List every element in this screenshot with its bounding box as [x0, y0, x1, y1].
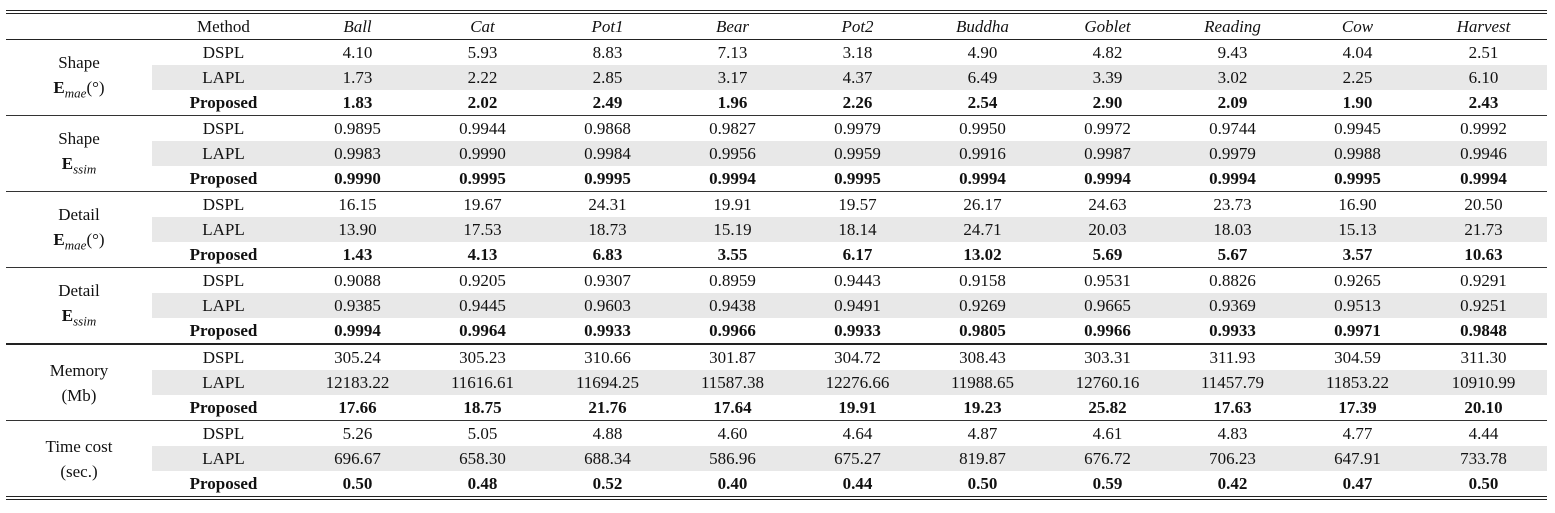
method-cell: Proposed	[189, 474, 258, 493]
value-cell: 0.9990	[420, 141, 545, 166]
value-cell: 0.9205	[420, 268, 545, 294]
value-cell: 15.19	[670, 217, 795, 242]
value-cell: 0.50	[1468, 474, 1499, 493]
value-cell: 4.37	[795, 65, 920, 90]
value-cell: 4.61	[1045, 421, 1170, 447]
value-cell: 5.93	[420, 40, 545, 66]
value-cell: 9.43	[1170, 40, 1295, 66]
value-cell: 0.47	[1342, 474, 1373, 493]
metric-unit: (°)	[86, 229, 105, 249]
metric-detail: (sec.)	[60, 461, 98, 481]
value-cell: 3.39	[1045, 65, 1170, 90]
table-row	[6, 293, 1547, 318]
value-cell: 0.9979	[1170, 141, 1295, 166]
value-cell: 24.31	[545, 192, 670, 218]
value-cell: 1.90	[1342, 93, 1373, 112]
metric-name: Memory	[49, 360, 109, 380]
value-cell: 0.9491	[795, 293, 920, 318]
value-cell: 733.78	[1420, 446, 1547, 471]
value-cell: 0.9291	[1420, 268, 1547, 294]
value-cell: 10.63	[1464, 245, 1503, 264]
value-cell: 0.9269	[920, 293, 1045, 318]
value-cell: 3.55	[717, 245, 748, 264]
value-cell: 24.71	[920, 217, 1045, 242]
value-cell: 11616.61	[420, 370, 545, 395]
value-cell: 4.77	[1295, 421, 1420, 447]
value-cell: 5.05	[420, 421, 545, 447]
metric-symbol: E	[53, 229, 65, 249]
value-cell: 11988.65	[920, 370, 1045, 395]
metric-name: Detail	[58, 280, 100, 300]
value-cell: 0.9994	[1084, 169, 1131, 188]
value-cell: 12183.22	[295, 370, 420, 395]
metric-label	[6, 40, 152, 116]
method-cell: Proposed	[189, 93, 258, 112]
metric-name: Shape	[58, 128, 100, 148]
value-cell: 4.90	[920, 40, 1045, 66]
value-cell: 17.64	[713, 398, 752, 417]
value-cell: 0.50	[967, 474, 998, 493]
method-cell: LAPL	[152, 446, 295, 471]
value-cell: 2.85	[545, 65, 670, 90]
value-cell: 0.9995	[584, 169, 631, 188]
metric-name: Detail	[58, 204, 100, 224]
header-dataset: Buddha	[920, 12, 1045, 40]
metric-label	[6, 192, 152, 268]
table-row	[6, 370, 1547, 395]
value-cell: 0.50	[342, 474, 373, 493]
value-cell: 0.9438	[670, 293, 795, 318]
table-row	[6, 242, 1547, 268]
table-row	[6, 395, 1547, 421]
value-cell: 15.13	[1295, 217, 1420, 242]
value-cell: 311.93	[1170, 344, 1295, 370]
value-cell: 0.9916	[920, 141, 1045, 166]
value-cell: 0.9933	[1209, 321, 1256, 340]
value-cell: 18.03	[1170, 217, 1295, 242]
value-cell: 586.96	[670, 446, 795, 471]
table-row	[6, 268, 1547, 294]
value-cell: 0.9994	[1209, 169, 1256, 188]
value-cell: 0.9992	[1420, 116, 1547, 142]
value-cell: 11457.79	[1170, 370, 1295, 395]
method-cell: LAPL	[152, 293, 295, 318]
header-dataset: Pot1	[545, 12, 670, 40]
value-cell: 6.10	[1420, 65, 1547, 90]
metric-detail	[6, 303, 152, 333]
value-cell: 24.63	[1045, 192, 1170, 218]
method-cell: LAPL	[152, 65, 295, 90]
table-row	[6, 318, 1547, 344]
value-cell: 1.83	[342, 93, 373, 112]
value-cell: 305.24	[295, 344, 420, 370]
value-cell: 0.9158	[920, 268, 1045, 294]
method-cell: Proposed	[189, 398, 258, 417]
value-cell: 4.60	[670, 421, 795, 447]
value-cell: 4.44	[1420, 421, 1547, 447]
table-row	[6, 217, 1547, 242]
header-dataset: Cat	[420, 12, 545, 40]
value-cell: 17.66	[338, 398, 377, 417]
metric-label	[6, 344, 152, 421]
value-cell: 0.9531	[1045, 268, 1170, 294]
value-cell: 11587.38	[670, 370, 795, 395]
value-cell: 5.69	[1092, 245, 1123, 264]
value-cell: 4.10	[295, 40, 420, 66]
value-cell: 13.02	[963, 245, 1002, 264]
value-cell: 0.9966	[709, 321, 756, 340]
value-cell: 18.75	[463, 398, 502, 417]
value-cell: 0.9995	[459, 169, 506, 188]
value-cell: 0.9950	[920, 116, 1045, 142]
value-cell: 303.31	[1045, 344, 1170, 370]
value-cell: 301.87	[670, 344, 795, 370]
header-method: Method	[152, 12, 295, 40]
value-cell: 0.9959	[795, 141, 920, 166]
value-cell: 2.54	[967, 93, 998, 112]
value-cell: 0.9987	[1045, 141, 1170, 166]
header-dataset: Pot2	[795, 12, 920, 40]
value-cell: 0.9603	[545, 293, 670, 318]
value-cell: 3.57	[1342, 245, 1373, 264]
value-cell: 0.9972	[1045, 116, 1170, 142]
metric-subscript: ssim	[73, 313, 97, 329]
value-cell: 675.27	[795, 446, 920, 471]
value-cell: 0.9445	[420, 293, 545, 318]
metric-subscript: mae	[64, 237, 87, 253]
value-cell: 0.9827	[670, 116, 795, 142]
method-cell: DSPL	[152, 40, 295, 66]
metric-label	[6, 421, 152, 499]
value-cell: 0.59	[1092, 474, 1123, 493]
metric-symbol: E	[61, 305, 74, 325]
value-cell: 305.23	[420, 344, 545, 370]
method-cell: DSPL	[152, 268, 295, 294]
value-cell: 0.9946	[1420, 141, 1547, 166]
value-cell: 17.53	[420, 217, 545, 242]
value-cell: 2.22	[420, 65, 545, 90]
value-cell: 0.9443	[795, 268, 920, 294]
method-cell: Proposed	[189, 169, 258, 188]
value-cell: 0.9956	[670, 141, 795, 166]
value-cell: 658.30	[420, 446, 545, 471]
value-cell: 310.66	[545, 344, 670, 370]
value-cell: 0.9513	[1295, 293, 1420, 318]
value-cell: 7.13	[670, 40, 795, 66]
value-cell: 647.91	[1295, 446, 1420, 471]
value-cell: 304.72	[795, 344, 920, 370]
metric-name: Shape	[58, 52, 100, 72]
header-dataset: Bear	[670, 12, 795, 40]
method-cell: DSPL	[152, 116, 295, 142]
header-dataset: Cow	[1295, 12, 1420, 40]
value-cell: 0.9988	[1295, 141, 1420, 166]
metric-detail	[6, 75, 152, 105]
value-cell: 21.73	[1420, 217, 1547, 242]
value-cell: 4.64	[795, 421, 920, 447]
value-cell: 2.26	[842, 93, 873, 112]
value-cell: 11853.22	[1295, 370, 1420, 395]
value-cell: 0.9848	[1460, 321, 1507, 340]
value-cell: 0.9945	[1295, 116, 1420, 142]
value-cell: 8.83	[545, 40, 670, 66]
value-cell: 0.40	[717, 474, 748, 493]
value-cell: 13.90	[295, 217, 420, 242]
header-dataset: Reading	[1170, 12, 1295, 40]
value-cell: 0.9251	[1420, 293, 1547, 318]
value-cell: 26.17	[920, 192, 1045, 218]
value-cell: 16.90	[1295, 192, 1420, 218]
value-cell: 0.9665	[1045, 293, 1170, 318]
header-dataset: Ball	[295, 12, 420, 40]
value-cell: 0.9983	[295, 141, 420, 166]
value-cell: 706.23	[1170, 446, 1295, 471]
header-dataset: Harvest	[1420, 12, 1547, 40]
results-table	[6, 10, 1547, 500]
value-cell: 21.76	[588, 398, 627, 417]
value-cell: 18.14	[795, 217, 920, 242]
value-cell: 0.9805	[959, 321, 1006, 340]
value-cell: 0.9933	[834, 321, 881, 340]
method-cell: DSPL	[152, 192, 295, 218]
value-cell: 0.9944	[420, 116, 545, 142]
table-row	[6, 166, 1547, 192]
value-cell: 0.9369	[1170, 293, 1295, 318]
metric-subscript: mae	[64, 85, 87, 101]
method-cell: LAPL	[152, 217, 295, 242]
value-cell: 4.82	[1045, 40, 1170, 66]
value-cell: 0.9964	[459, 321, 506, 340]
value-cell: 23.73	[1170, 192, 1295, 218]
value-cell: 0.9744	[1170, 116, 1295, 142]
value-cell: 0.44	[842, 474, 873, 493]
value-cell: 819.87	[920, 446, 1045, 471]
value-cell: 5.67	[1217, 245, 1248, 264]
value-cell: 0.48	[467, 474, 498, 493]
value-cell: 19.91	[838, 398, 877, 417]
value-cell: 0.9984	[545, 141, 670, 166]
value-cell: 0.9994	[709, 169, 756, 188]
header-dataset: Goblet	[1045, 12, 1170, 40]
header-row	[6, 12, 1547, 40]
metric-detail	[6, 151, 152, 181]
value-cell: 19.57	[795, 192, 920, 218]
value-cell: 2.49	[592, 93, 623, 112]
value-cell: 2.09	[1217, 93, 1248, 112]
value-cell: 0.9895	[295, 116, 420, 142]
table-row	[6, 446, 1547, 471]
value-cell: 0.8826	[1170, 268, 1295, 294]
value-cell: 19.23	[963, 398, 1002, 417]
value-cell: 0.9995	[1334, 169, 1381, 188]
table-row	[6, 192, 1547, 218]
value-cell: 1.43	[342, 245, 373, 264]
value-cell: 0.8959	[670, 268, 795, 294]
value-cell: 20.50	[1420, 192, 1547, 218]
table-row	[6, 141, 1547, 166]
value-cell: 0.9088	[295, 268, 420, 294]
value-cell: 0.9979	[795, 116, 920, 142]
value-cell: 6.83	[592, 245, 623, 264]
value-cell: 20.10	[1464, 398, 1503, 417]
method-cell: Proposed	[189, 245, 258, 264]
metric-detail: (Mb)	[61, 385, 97, 405]
table-row	[6, 65, 1547, 90]
value-cell: 0.9265	[1295, 268, 1420, 294]
value-cell: 1.73	[295, 65, 420, 90]
value-cell: 4.83	[1170, 421, 1295, 447]
value-cell: 4.88	[545, 421, 670, 447]
value-cell: 0.9994	[334, 321, 381, 340]
table-row	[6, 90, 1547, 116]
value-cell: 16.15	[295, 192, 420, 218]
table-row	[6, 116, 1547, 142]
value-cell: 2.43	[1468, 93, 1499, 112]
value-cell: 696.67	[295, 446, 420, 471]
value-cell: 1.96	[717, 93, 748, 112]
value-cell: 308.43	[920, 344, 1045, 370]
value-cell: 3.18	[795, 40, 920, 66]
value-cell: 0.9868	[545, 116, 670, 142]
metric-symbol: E	[53, 77, 65, 97]
metric-unit: (°)	[86, 77, 105, 97]
value-cell: 20.03	[1045, 217, 1170, 242]
value-cell: 10910.99	[1420, 370, 1547, 395]
value-cell: 5.26	[295, 421, 420, 447]
value-cell: 688.34	[545, 446, 670, 471]
value-cell: 4.04	[1295, 40, 1420, 66]
value-cell: 311.30	[1420, 344, 1547, 370]
value-cell: 676.72	[1045, 446, 1170, 471]
value-cell: 0.9994	[959, 169, 1006, 188]
value-cell: 17.63	[1213, 398, 1252, 417]
method-cell: DSPL	[152, 344, 295, 370]
value-cell: 17.39	[1338, 398, 1377, 417]
value-cell: 19.91	[670, 192, 795, 218]
value-cell: 12760.16	[1045, 370, 1170, 395]
value-cell: 18.73	[545, 217, 670, 242]
value-cell: 6.17	[842, 245, 873, 264]
value-cell: 6.49	[920, 65, 1045, 90]
table-row	[6, 344, 1547, 370]
value-cell: 0.9385	[295, 293, 420, 318]
header-corner	[6, 12, 152, 40]
value-cell: 3.02	[1170, 65, 1295, 90]
value-cell: 11694.25	[545, 370, 670, 395]
results-body	[6, 40, 1547, 499]
value-cell: 25.82	[1088, 398, 1127, 417]
table-row	[6, 471, 1547, 498]
value-cell: 0.9990	[334, 169, 381, 188]
value-cell: 4.87	[920, 421, 1045, 447]
value-cell: 304.59	[1295, 344, 1420, 370]
value-cell: 2.02	[467, 93, 498, 112]
metric-name: Time cost	[45, 436, 113, 456]
metric-label	[6, 116, 152, 192]
value-cell: 0.9994	[1460, 169, 1507, 188]
value-cell: 12276.66	[795, 370, 920, 395]
value-cell: 2.51	[1420, 40, 1547, 66]
value-cell: 0.9995	[834, 169, 881, 188]
value-cell: 19.67	[420, 192, 545, 218]
method-cell: LAPL	[152, 141, 295, 166]
value-cell: 0.52	[592, 474, 623, 493]
method-cell: Proposed	[189, 321, 258, 340]
table-row	[6, 40, 1547, 66]
value-cell: 0.9933	[584, 321, 631, 340]
value-cell: 2.25	[1295, 65, 1420, 90]
value-cell: 0.9971	[1334, 321, 1381, 340]
value-cell: 2.90	[1092, 93, 1123, 112]
method-cell: LAPL	[152, 370, 295, 395]
metric-detail	[6, 227, 152, 257]
value-cell: 3.17	[670, 65, 795, 90]
value-cell: 0.9307	[545, 268, 670, 294]
value-cell: 4.13	[467, 245, 498, 264]
metric-label	[6, 268, 152, 345]
value-cell: 0.9966	[1084, 321, 1131, 340]
table-row	[6, 421, 1547, 447]
method-cell: DSPL	[152, 421, 295, 447]
metric-symbol: E	[61, 153, 74, 173]
metric-subscript: ssim	[73, 161, 97, 177]
value-cell: 0.42	[1217, 474, 1248, 493]
